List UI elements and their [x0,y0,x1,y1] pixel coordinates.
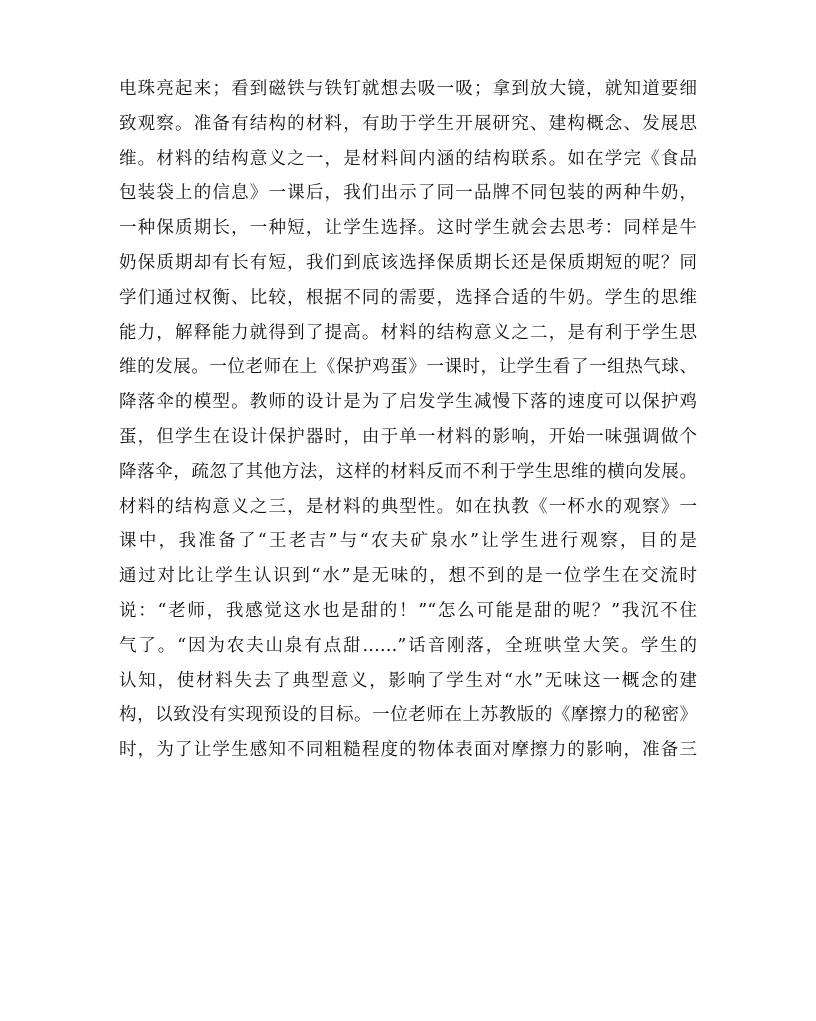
text-line: 通过对比让学生认识到“水”是无味的，想不到的是一位学生在交流时 [119,566,697,587]
text-line: 维的发展。一位老师在上《保护鸡蛋》一课时，让学生看了一组热气球、 [119,357,697,378]
text-line: 能力，解释能力就得到了提高。材料的结构意义之二，是有利于学生思 [119,322,697,343]
text-line: 材料的结构意义之三，是材料的典型性。如在执教《一杯水的观察》一 [119,496,697,517]
text-line: 蛋，但学生在设计保护器时，由于单一材料的影响，开始一味强调做个 [119,426,697,447]
text-line: 构，以致没有实现预设的目标。一位老师在上苏教版的《摩擦力的秘密》 [119,705,697,726]
text-line: 一种保质期长，一种短，让学生选择。这时学生就会去思考：同样是牛 [119,218,697,239]
text-line: 课中，我准备了“王老吉”与“农夫矿泉水”让学生进行观察，目的是 [119,531,697,552]
text-line: 致观察。准备有结构的材料，有助于学生开展研究、建构概念、发展思 [119,113,697,134]
text-line: 包装袋上的信息》一课后，我们出示了同一品牌不同包装的两种牛奶， [119,183,697,204]
text-line: 降落伞，疏忽了其他方法，这样的材料反而不利于学生思维的横向发展。 [119,461,697,482]
text-line: 气了。“因为农夫山泉有点甜……”话音刚落，全班哄堂大笑。学生的 [119,635,697,656]
text-line: 降落伞的模型。教师的设计是为了启发学生减慢下落的速度可以保护鸡 [119,392,697,413]
text-line: 说：“老师，我感觉这水也是甜的！”“怎么可能是甜的呢？”我沉不住 [119,600,697,621]
text-line: 奶保质期却有长有短，我们到底该选择保质期长还是保质期短的呢？同 [119,252,697,273]
text-line: 维。材料的结构意义之一，是材料间内涵的结构联系。如在学完《食品 [119,148,697,169]
text-line: 时，为了让学生感知不同粗糙程度的物体表面对摩擦力的影响，准备三 [119,740,697,761]
text-line: 认知，使材料失去了典型意义，影响了学生对“水”无味这一概念的建 [119,670,697,691]
text-line: 电珠亮起来；看到磁铁与铁钉就想去吸一吸；拿到放大镜，就知道要细 [119,79,697,99]
text-line: 学们通过权衡、比较，根据不同的需要，选择合适的牛奶。学生的思维 [119,287,697,308]
body-text [119,72,697,768]
